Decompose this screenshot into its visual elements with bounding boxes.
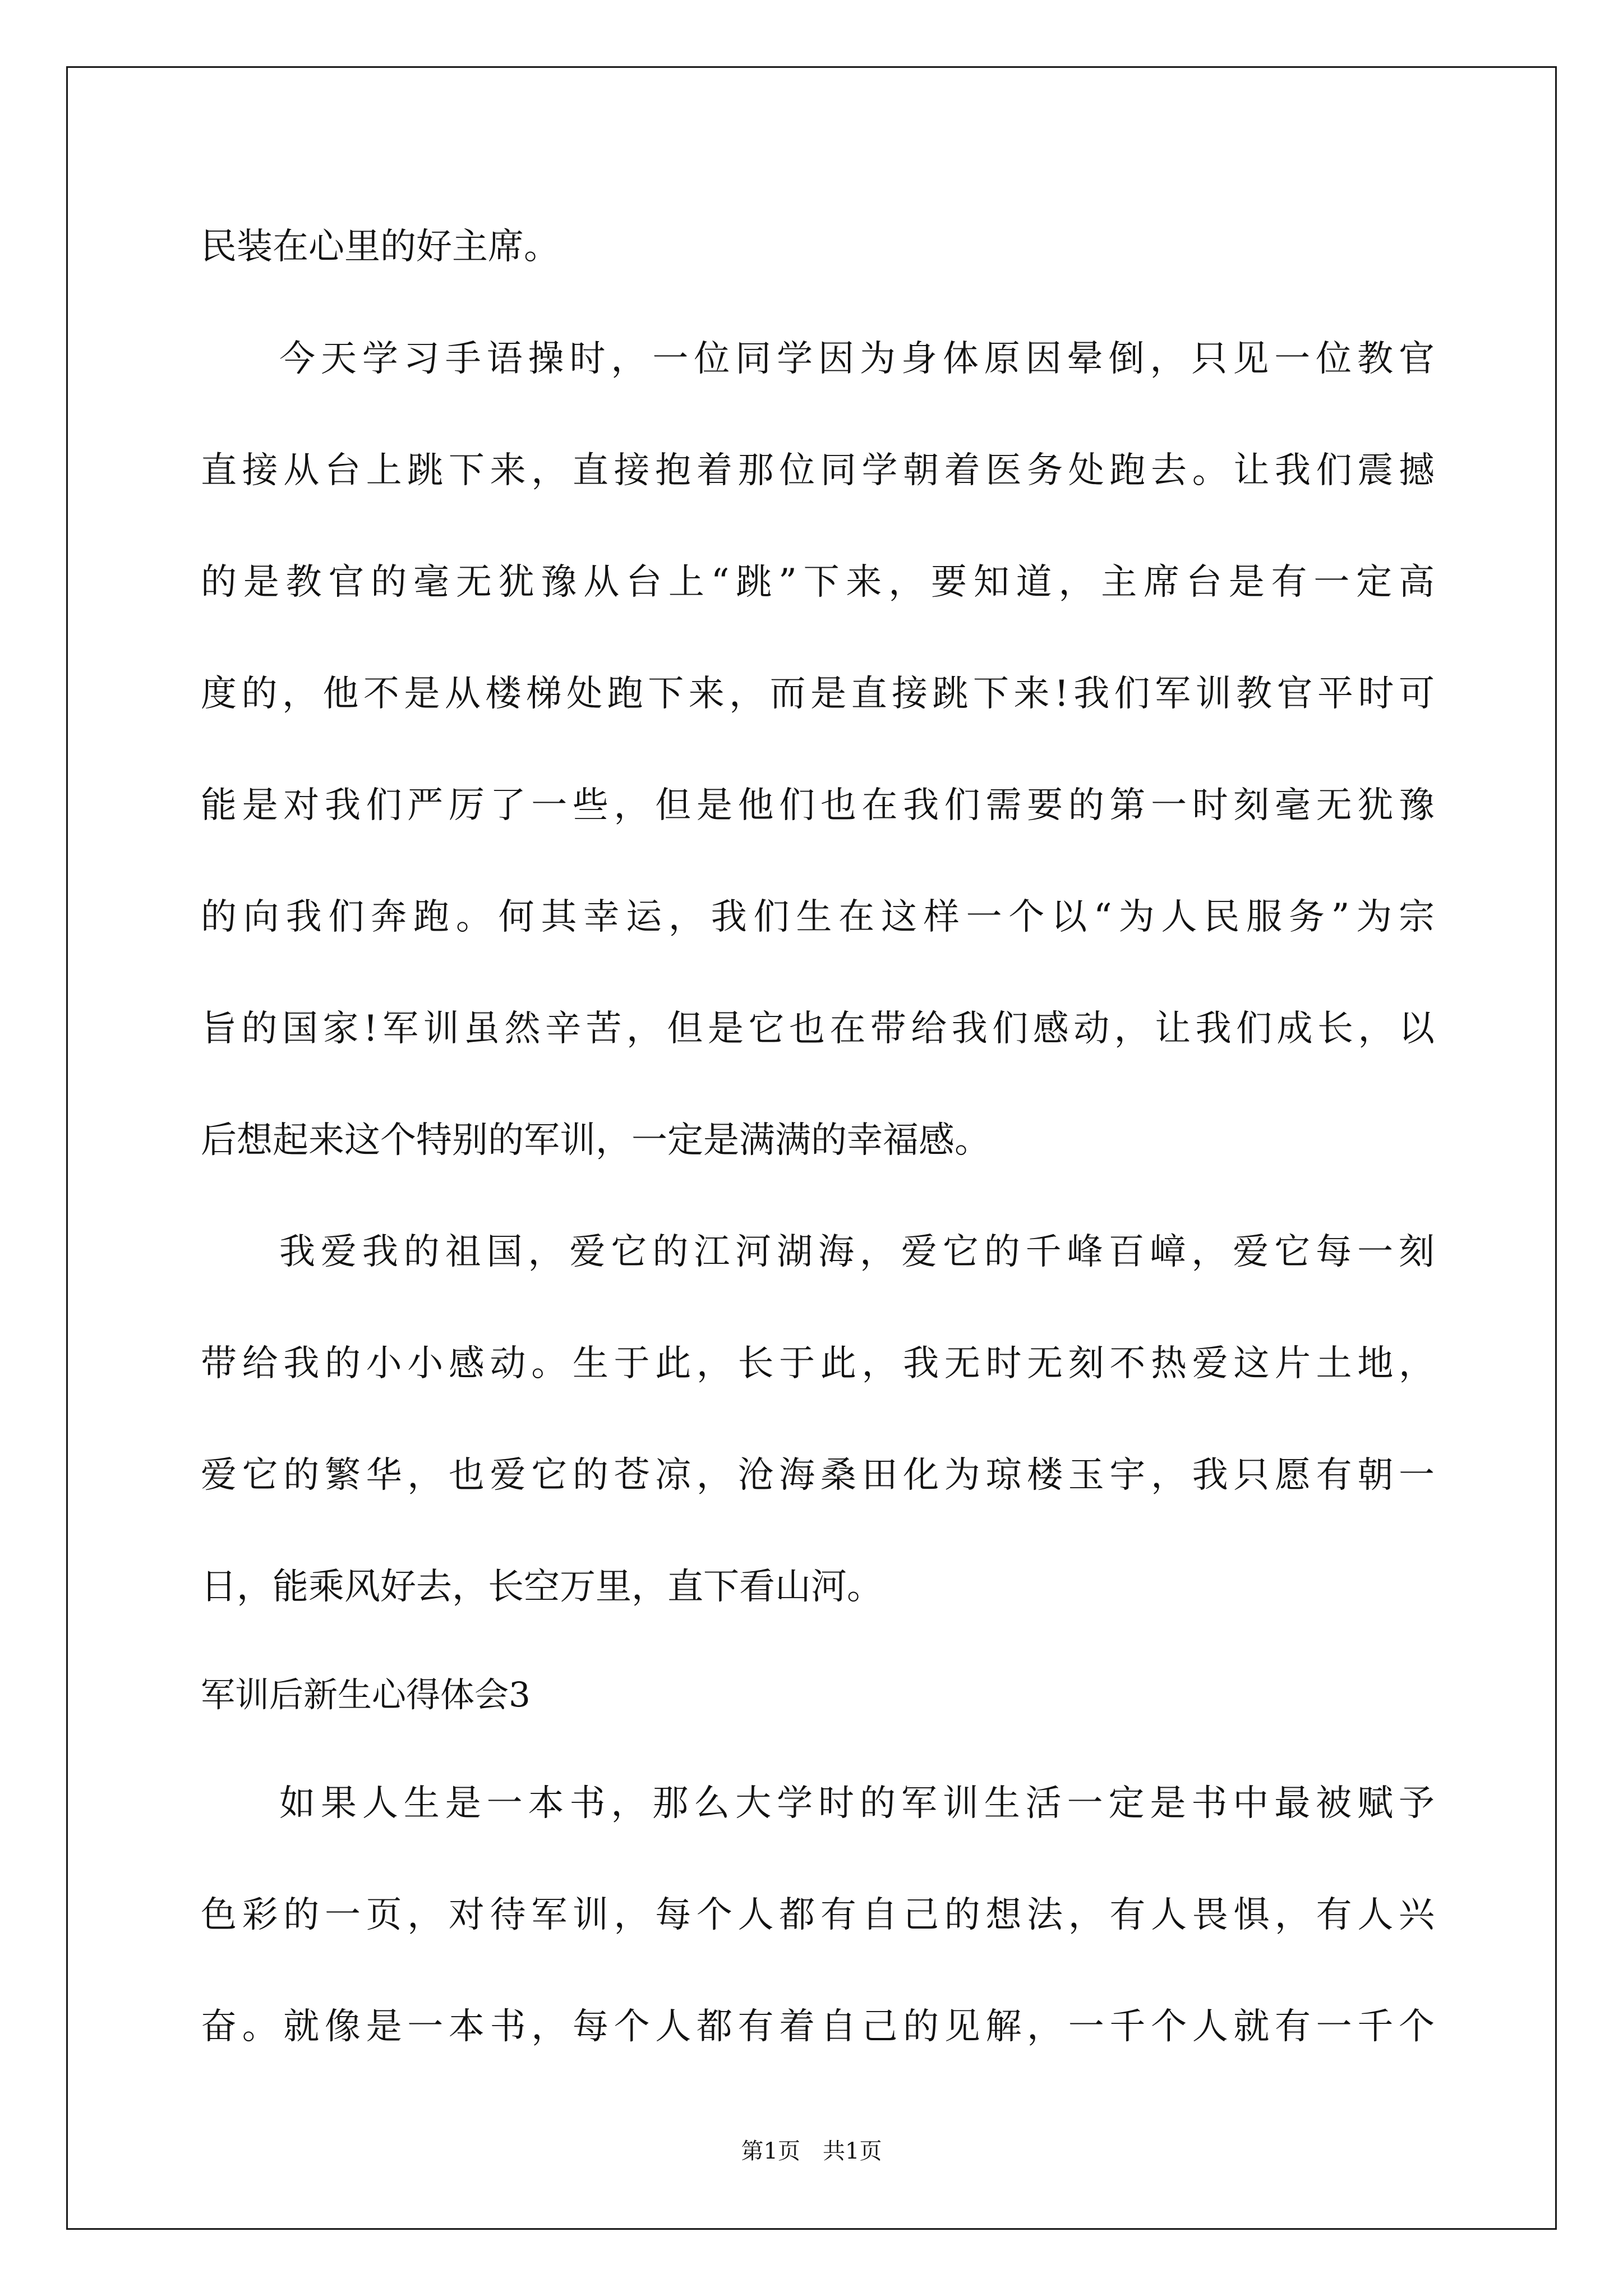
paragraph-line: 能是对我们严厉了一些，但是他们也在我们需要的第一时刻毫无犹豫 — [201, 785, 1435, 826]
paragraph-line: 的向我们奔跑。何其幸运，我们生在这样一个以“为人民服务”为宗 — [201, 896, 1435, 938]
page-number-footer: 第1页 共1页 — [741, 2138, 882, 2164]
paragraph-line: 度的，他不是从楼梯处跑下来，而是直接跳下来!我们军训教官平时可 — [201, 673, 1435, 715]
paragraph-line: 直接从台上跳下来，直接抱着那位同学朝着医务处跑去。让我们震撼 — [201, 450, 1435, 491]
paragraph-line: 今天学习手语操时，一位同学因为身体原因晕倒，只见一位教官 — [279, 338, 1435, 380]
paragraph-line: 民装在心里的好主席。 — [201, 226, 560, 268]
section-heading: 军训后新生心得体会3 — [201, 1675, 531, 1715]
paragraph-line: 旨的国家!军训虽然辛苦，但是它也在带给我们感动，让我们成长，以 — [201, 1008, 1435, 1050]
paragraph-line: 日，能乘风好去，长空万里，直下看山河。 — [201, 1566, 883, 1608]
paragraph-line: 带给我的小小感动。生于此，长于此，我无时无刻不热爱这片土地， — [201, 1343, 1435, 1384]
paragraph-line: 我爱我的祖国，爱它的江河湖海，爱它的千峰百嶂，爱它每一刻 — [279, 1231, 1435, 1273]
paragraph-line: 奋。就像是一本书，每个人都有着自己的见解，一千个人就有一千个 — [201, 2006, 1435, 2047]
paragraph-line: 爱它的繁华，也爱它的苍凉，沧海桑田化为琼楼玉宇，我只愿有朝一 — [201, 1455, 1435, 1496]
paragraph-line: 色彩的一页，对待军训，每个人都有自己的想法，有人畏惧，有人兴 — [201, 1894, 1435, 1936]
paragraph-line: 的是教官的毫无犹豫从台上“跳”下来，要知道，主席台是有一定高 — [201, 562, 1435, 603]
paragraph-line: 后想起来这个特别的军训，一定是满满的幸福感。 — [201, 1120, 990, 1161]
paragraph-line: 如果人生是一本书，那么大学时的军训生活一定是书中最被赋予 — [279, 1783, 1435, 1824]
